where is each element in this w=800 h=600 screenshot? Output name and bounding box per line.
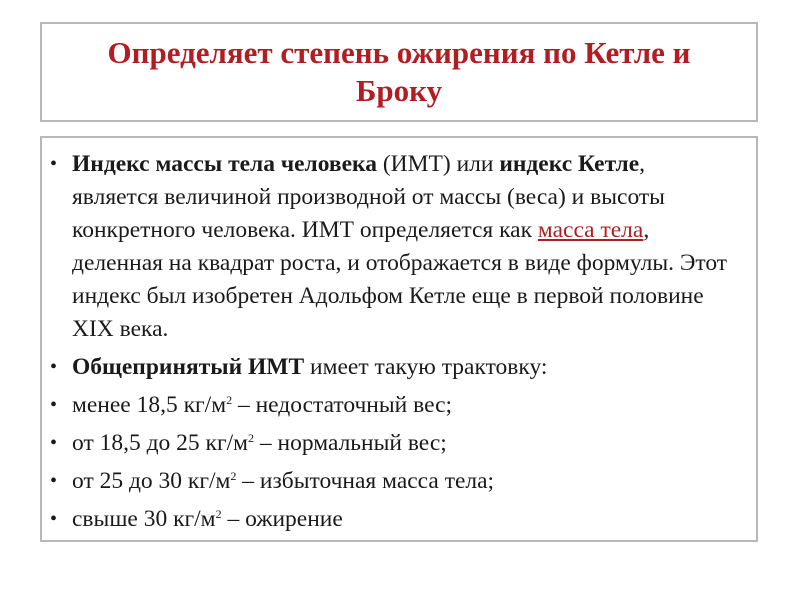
range-label: – нормальный вес; [254,430,447,456]
term-common-bmi: Общепринятый ИМТ [72,354,305,380]
bullet-icon: • [50,394,58,416]
body-mass-link[interactable]: масса тела [537,217,644,243]
unit-label: кг/м [173,506,216,532]
text-fragment: имеет такую трактовку: [304,354,548,380]
unit-exponent: 2 [226,393,233,407]
bullet-icon: • [50,153,58,175]
unit-label: кг/м [205,430,249,456]
unit-label: кг/м [183,392,227,418]
list-item-bmi-definition [50,148,736,346]
content-box [40,136,758,542]
list-item-range-underweight [50,389,736,422]
slide-title: Определяет степень ожирения по Кетле и Броку [107,35,691,108]
unit-exponent: 2 [230,469,237,483]
text-fragment: , является величиной производной от массы (веса) и высоты конкретного человека. ИМТ определяется как [72,151,665,243]
list-item-bmi-interpretation [50,351,736,384]
bullet-icon: • [50,356,58,378]
bullet-icon: • [50,508,58,530]
range-label: – недостаточный вес; [232,392,453,418]
list-item-range-obesity [50,503,736,536]
term-bmi: Индекс массы тела человека [72,151,377,177]
range-value: свыше 30 [72,506,174,532]
list-item-range-normal [50,427,736,460]
text-fragment: (ИМТ) или [376,151,500,177]
bullet-icon: • [50,432,58,454]
unit-exponent: 2 [248,431,255,445]
unit-exponent: 2 [215,507,222,521]
range-value: от 18,5 до 25 [72,430,206,456]
list-item-range-overweight [50,465,736,498]
range-label: – избыточная масса тела; [236,468,495,494]
term-quetelet-index: индекс Кетле [499,151,640,177]
range-value: менее 18,5 [72,392,184,418]
text-fragment: , деленная на квадрат роста, и отображается в виде формулы. Этот индекс был изобретен Адольфом Кетле еще в первой половине XIX века. [72,217,728,342]
bullet-icon: • [50,470,58,492]
bullet-list [42,138,756,536]
unit-label: кг/м [187,468,231,494]
range-value: от 25 до 30 [72,468,188,494]
title-box [40,22,758,122]
range-label: – ожирение [221,506,343,532]
